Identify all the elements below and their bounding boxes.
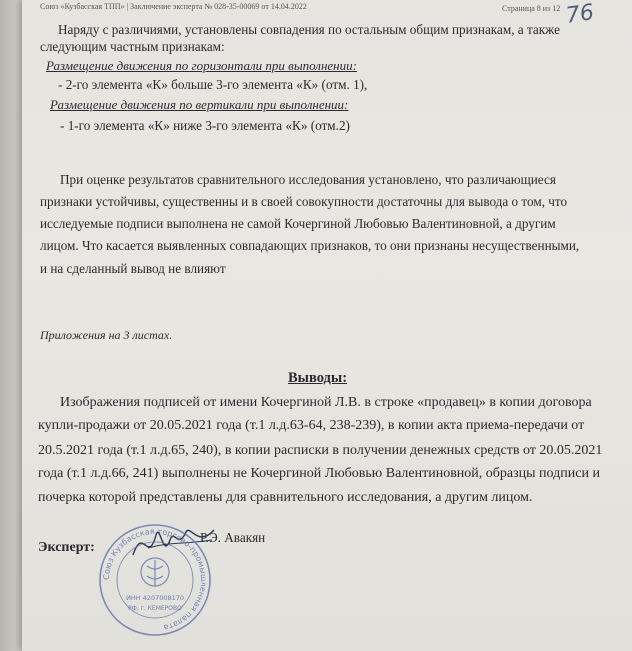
evaluation-line-3: исследуемые подписи выполнена не самой Кочергиной Любовью Валентиновной, а другим — [40, 216, 556, 231]
evaluation-line-1: При оценке результатов сравнительного исследования установлено, что различающиеся — [60, 172, 556, 187]
conclusion-line-5: почерка которой представлены для сравнительного исследования, а другим лицом. — [38, 490, 533, 505]
conclusion-line-3: 20.5.2021 года (т.1 л.д.65, 240), в копии расписки в получении денежных средств от 20.05.2021 — [38, 443, 603, 458]
stamp-ring-text: Союз Кузбасская торгово-промышленная палата — [101, 526, 209, 633]
stamp-inn: ИНН 4207008170 — [125, 594, 185, 602]
attachments-note: Приложения на 3 листах. — [40, 328, 173, 342]
conclusion-line-2: купли-продажи от 20.05.2021 года (т.1 л.д.63-64, 238-239), в копии акта приема-передачи от — [38, 418, 585, 433]
page-header-left: Союз «Кузбасская ТПП» | Заключение эксперта № 028-35-00069 от 14.04.2022 — [40, 2, 307, 11]
expert-name: Р.Э. Авакян — [200, 530, 266, 545]
page-header-right: Страница 8 из 12 — [502, 4, 561, 13]
feature-heading-horizontal: Размещение движения по горизонтали при выполнении: — [46, 58, 357, 73]
evaluation-line-2: признаки устойчивы, существенны и в своей совокупности достаточны для вывода о том, что — [40, 194, 568, 209]
document-page — [22, 0, 632, 651]
expert-signature — [128, 520, 218, 570]
conclusion-line-1: Изображения подписей от имени Кочергиной Л.В. в строке «продавец» в копии договора — [60, 395, 592, 410]
feature-heading-vertical: Размещение движения по вертикали при выполнении: — [50, 97, 349, 112]
intro-line-2: следующим частным признакам: — [40, 39, 225, 54]
feature-item-horizontal: - 2-го элемента «К» больше 3-го элемента «К» (отм. 1), — [58, 77, 368, 92]
stamp-city: РФ, г. КЕМЕРОВО — [128, 605, 182, 612]
evaluation-line-5: и на сделанный вывод не влияют — [40, 261, 226, 276]
conclusion-line-4: года (т.1 л.д.66, 241) выполнены не Кочергиной Любовью Валентиновной, образцы подписи и — [38, 466, 600, 481]
evaluation-line-4: лицом. Что касается выявленных совпадающих признаков, то они признаны несущественными, — [40, 238, 580, 253]
intro-line-1: Наряду с различиями, установлены совпадения по остальным общим признакам, а также — [58, 22, 560, 37]
conclusions-title: Выводы: — [288, 370, 348, 386]
expert-label: Эксперт: — [38, 540, 95, 555]
feature-item-vertical: - 1-го элемента «К» ниже 3-го элемента «К» (отм.2) — [60, 118, 350, 133]
handwritten-page-number: 76 — [564, 0, 596, 29]
